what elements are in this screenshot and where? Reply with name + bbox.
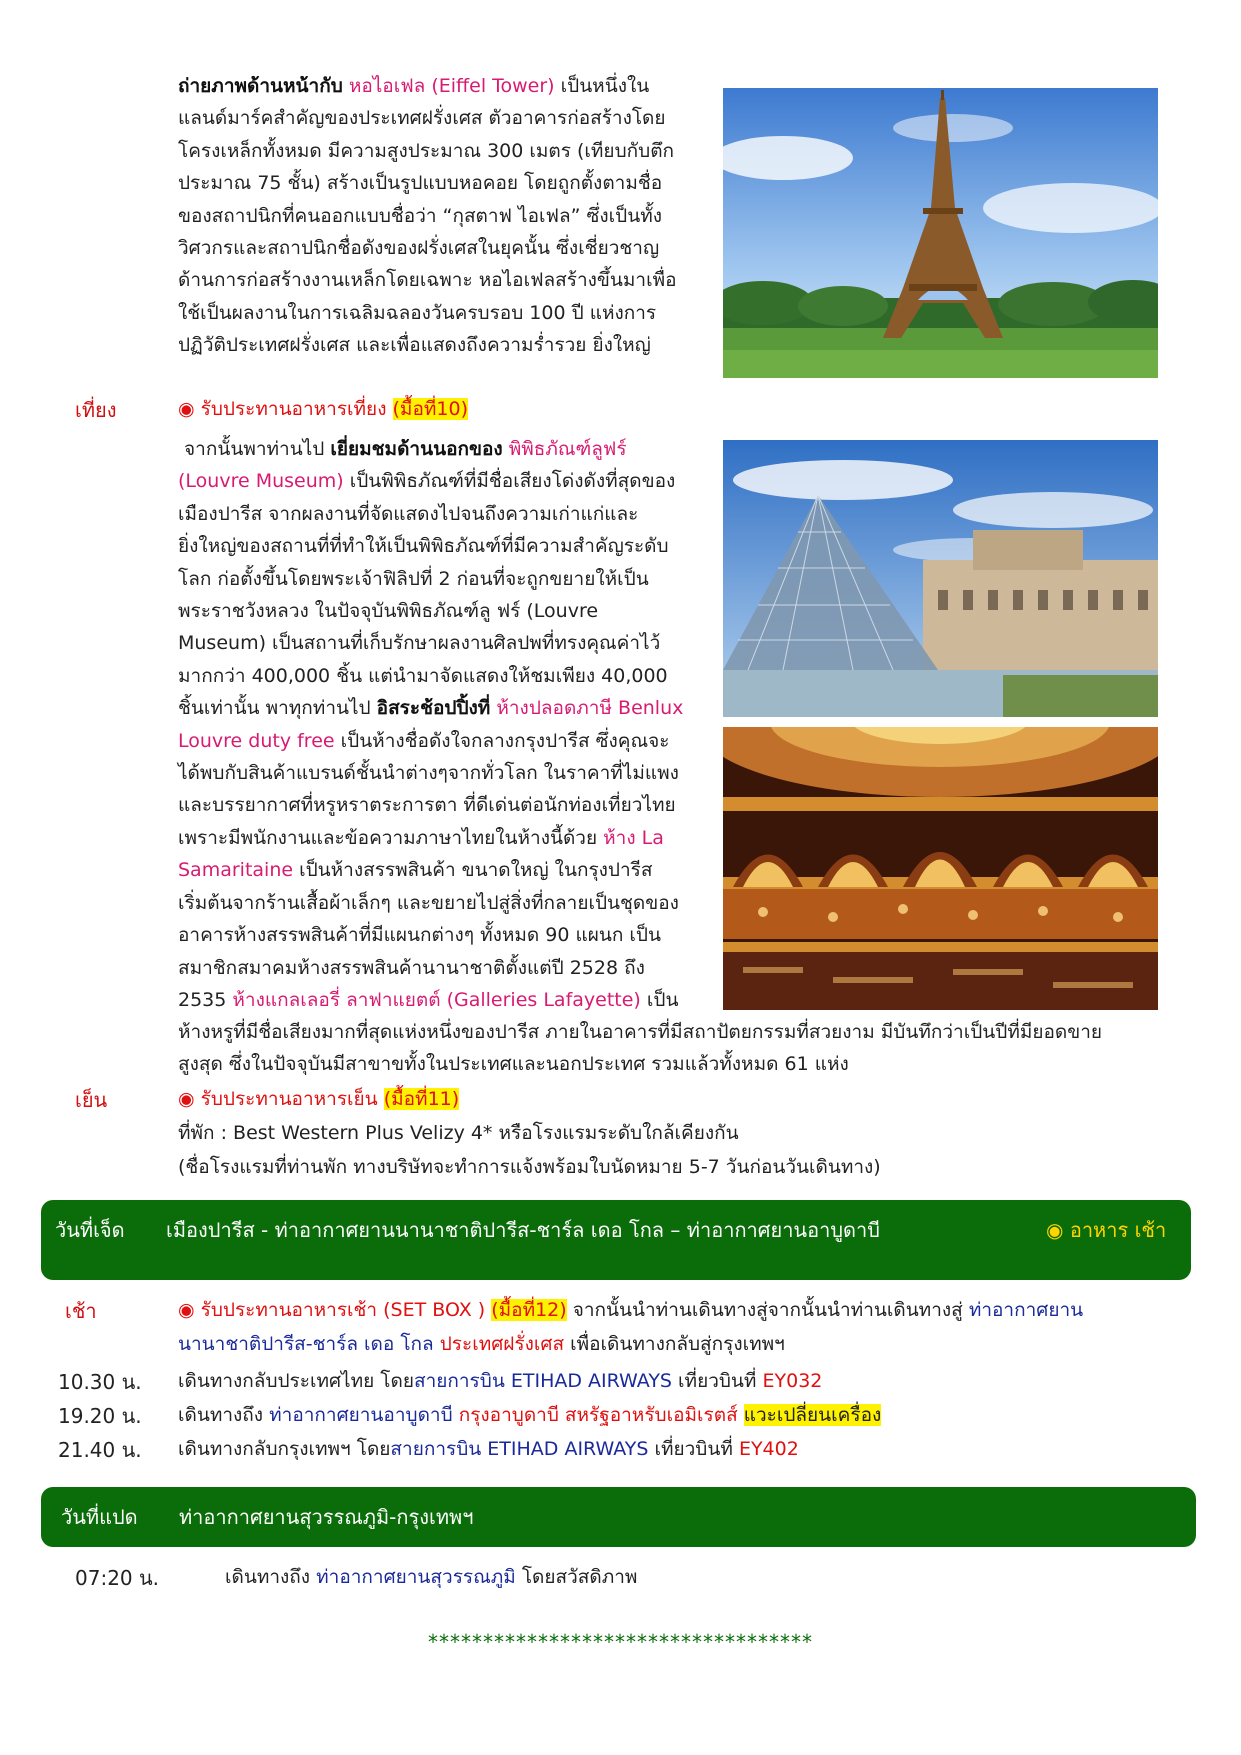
galeries-lafayette-photo — [723, 727, 1158, 1010]
day8-text-a: เดินทางถึง — [225, 1566, 311, 1588]
breakfast-rest: จากนั้นนำท่านเดินทางสู่จากนั้นนำท่านเดินทางสู่ — [572, 1299, 963, 1321]
eiffel-line: โครงเหล็กทั้งหมด มีความสูงประมาณ 300 เมตร (เทียบกับตึก — [178, 139, 675, 162]
breakfast-line — [178, 1295, 1083, 1325]
breakfast-meal-number: (มื้อที่12) — [491, 1299, 567, 1321]
eiffel-l1-rest: เป็นหนึ่งใน — [560, 75, 650, 97]
arrive-line — [178, 1400, 881, 1430]
lafayette-wide-text — [178, 1016, 1178, 1081]
samaritaine-name-b: Samaritaine — [178, 859, 294, 882]
louvre-line: Museum) เป็นสถานที่เก็บรักษาผลงานศิลปพที่ทรงคุณค่าไว้ — [178, 632, 661, 655]
louvre-l1-bold: เยี่ยมชมด้านนอกของ — [330, 438, 503, 460]
eiffel-line: ปฏิวัติประเทศฝรั่งเศส และเพื่อแสดงถึงความร่ำรวย ยิ่งใหญ่ — [178, 334, 651, 357]
eiffel-line: ประมาณ 75 ชั้น) สร้างเป็นรูปแบบหอคอย โดยถูกตั้งตามชื่อ — [178, 172, 663, 195]
eiffel-line: ใช้เป็นผลงานในการเฉลิมฉลองวันครบรอบ 100 ปี แห่งการ — [178, 301, 657, 324]
samaritaine-desc: เป็นห้างสรรพสินค้า ขนาดใหญ่ ในกรุงปารีส — [299, 859, 653, 882]
louvre-pyramid-photo — [723, 440, 1158, 717]
louvre-l2-rest: เป็นพิพิธภัณฑ์ที่มีชื่อเสียงโด่งดังที่สุดของ — [349, 470, 676, 493]
benlux-desc: เป็นห้างชื่อดังใจกลางกรุงปารีส ซึ่งคุณจะ — [340, 729, 670, 752]
day8-label: วันที่แปด — [61, 1505, 138, 1529]
louvre-l1-a: จากนั้นพาท่านไป — [184, 438, 325, 460]
eiffel-name: หอไอเฟล (Eiffel Tower) — [348, 75, 555, 97]
flight-line — [178, 1434, 799, 1464]
eiffel-line: วิศวกรและสถาปนิกชื่อดังของฝรั่งเศสในยุคนั้น ซึ่งเชี่ยวชาญ — [178, 237, 660, 260]
day8-text-b: โดยสวัสดิภาพ — [521, 1566, 638, 1588]
day7-header — [41, 1200, 1191, 1280]
lunch-meal-number: (มื้อที่10) — [392, 398, 468, 420]
benlux-name: ห้างปลอดภาษี Benlux — [496, 697, 684, 720]
morning-label: เช้า — [65, 1299, 97, 1323]
airline-name: สายการบิน ETIHAD AIRWAYS — [390, 1438, 649, 1460]
louvre-name-en: (Louvre Museum) — [178, 470, 344, 493]
country-name: ประเทศฝรั่งเศส — [439, 1333, 565, 1355]
dish-icon: ◉ — [178, 1088, 195, 1110]
day8-header — [41, 1487, 1196, 1547]
lafayette-line: สูงสุด ซึ่งในปัจจุบันมีสาขาขทั้งในประเทศและนอกประเทศ รวมแล้วทั้งหมด 61 แห่ง — [178, 1053, 849, 1076]
breakfast-text: รับประทานอาหารเช้า (SET BOX ) — [200, 1299, 486, 1321]
lafayette-line: ห้างหรูที่มีชื่อเสียงมากที่สุดแห่งหนึ่งของปารีส ภายในอาคารที่มีสถาปัตยกรรมที่สวยงาม มีบันทึกว่าเป็นปีที่มียอดขาย — [178, 1021, 1103, 1043]
benlux-name-2: Louvre duty free — [178, 729, 335, 752]
eiffel-bold-lead: ถ่ายภาพด้านหน้ากับ — [178, 75, 343, 97]
flight-label: เที่ยวบินที่ — [654, 1438, 733, 1460]
airport-name-b: นานาชาติปารีส-ชาร์ล เดอ โกล — [178, 1333, 434, 1355]
dish-icon: ◉ — [178, 398, 195, 420]
flight-time: 21.40 น. — [58, 1438, 142, 1462]
day7-route: เมืองปารีส - ท่าอากาศยานนานาชาติปารีส-ชาร์ล เดอ โกล – ท่าอากาศยานอาบูดาบี — [166, 1218, 880, 1242]
hotel-note: (ชื่อโรงแรมที่ท่านพัก ทางบริษัทจะทำการแจ้งพร้อมใบนัดหมาย 5-7 วันก่อนวันเดินทาง) — [178, 1156, 881, 1178]
samaritaine-name-a: ห้าง La — [603, 826, 664, 849]
eiffel-line: ของสถาปนิกที่คนออกแบบชื่อว่า “กุสตาฟ ไอเฟล” ซึ่งเป็นทั้ง — [178, 204, 662, 227]
day7-label: วันที่เจ็ด — [55, 1218, 125, 1242]
eiffel-tower-photo — [723, 88, 1158, 378]
dish-icon: ◉ — [178, 1299, 195, 1321]
dish-icon: ◉ — [1046, 1218, 1064, 1242]
dinner-meal-number: (มื้อที่11) — [383, 1088, 460, 1110]
louvre-line: เมืองปารีส จากผลงานที่จัดแสดงไปจนถึงความเก่าแก่และ — [178, 502, 639, 525]
airline-name: สายการบิน ETIHAD AIRWAYS — [413, 1370, 672, 1392]
shopping-l13-a: เพราะมีพนักงานและข้อความภาษาไทยในห้างนี้ด้วย — [178, 826, 598, 849]
flight-label: เที่ยวบินที่ — [678, 1370, 757, 1392]
samaritaine-line: อาคารห้างสรรพสินค้าที่มีแผนกต่างๆ ทั้งหมด 90 แผนก เป็น — [178, 924, 661, 947]
shopping-line: และบรรยากาศที่หรูหราตระการตา ที่ดีเด่นต่อนักท่องเที่ยวไทย — [178, 794, 676, 817]
lunch-label: เที่ยง — [75, 398, 117, 422]
shopping-bold: อิสระช้อปปิ้งที่ — [376, 697, 491, 720]
day7-meals — [1046, 1214, 1166, 1246]
lafayette-name: ห้างแกลเลอรี่ ลาฟาแยตต์ (Galleries Lafayette) — [232, 988, 641, 1011]
flight-number: EY032 — [762, 1370, 823, 1392]
eiffel-line: แลนด์มาร์คสำคัญของประเทศฝรั่งเศส ตัวอาคารก่อสร้างโดย — [178, 107, 666, 130]
louvre-line: ยิ่งใหญ่ของสถานที่ที่ทำให้เป็นพิพิธภัณฑ์ที่มีความสำคัญระดับ — [178, 535, 669, 558]
hotel-line: ที่พัก : Best Western Plus Velizy 4* หรือโรงแรมระดับใกล้เคียงกัน — [178, 1122, 739, 1144]
dinner-label: เย็น — [75, 1088, 108, 1112]
year-text: 2535 — [178, 988, 227, 1011]
day8-arrival-line — [225, 1562, 637, 1592]
day8-airport: ท่าอากาศยานสุวรรณภูมิ — [316, 1566, 516, 1588]
arrive-text: เดินทางถึง — [178, 1404, 264, 1426]
eiffel-line: ด้านการก่อสร้างงานเหล็กโดยเฉพาะ หอไอเฟลสร้างขึ้นมาเพื่อ — [178, 269, 677, 292]
eiffel-paragraph — [178, 70, 713, 362]
louvre-paragraph — [178, 433, 713, 1016]
day8-time: 07:20 น. — [75, 1566, 160, 1590]
flight-time: 10.30 น. — [58, 1370, 142, 1394]
louvre-name-thai: พิพิธภัณฑ์ลูฟร์ — [508, 438, 627, 460]
day8-route: ท่าอากาศยานสุวรรณภูมิ-กรุงเทพฯ — [179, 1505, 474, 1529]
louvre-line: พระราชวังหลวง ในปัจจุบันพิพิธภัณฑ์ลู ฟร์ (Louvre — [178, 600, 599, 623]
transfer-note: แวะเปลี่ยนเครื่อง — [743, 1404, 882, 1426]
dinner-text: รับประทานอาหารเย็น — [200, 1088, 378, 1110]
shopping-l9-a: ชิ้นเท่านั้น พาทุกท่านไป — [178, 697, 371, 720]
arrive-city: กรุงอาบูดาบี สหรัฐอาหรับเอมิเรตส์ — [458, 1404, 738, 1426]
dinner-line — [178, 1084, 459, 1114]
flight-text: เดินทางกลับประเทศไทย โดย — [178, 1370, 414, 1392]
lunch-text: รับประทานอาหารเที่ยง — [200, 398, 387, 420]
flight-text: เดินทางกลับกรุงเทพฯ โดย — [178, 1438, 391, 1460]
lafayette-rest: เป็น — [646, 988, 679, 1011]
return-text: เพื่อเดินทางกลับสู่กรุงเทพฯ — [570, 1333, 785, 1355]
samaritaine-line: เริ่มต้นจากร้านเสื้อผ้าเล็กๆ และขยายไปสู่สิ่งที่กลายเป็นชุดของ — [178, 891, 679, 914]
flight-line — [178, 1366, 822, 1396]
shopping-line: ได้พบกับสินค้าแบรนด์ชั้นนำต่างๆจากทั่วโลก ในราคาที่ไม่แพง — [178, 762, 679, 785]
lunch-line — [178, 394, 468, 424]
arrive-airport: ท่าอากาศยานอาบูดาบี — [269, 1404, 453, 1426]
footer-divider-stars: *********************************** — [428, 1630, 813, 1654]
samaritaine-line: สมาชิกสมาคมห้างสรรพสินค้านานาชาติตั้งแต่ปี 2528 ถึง — [178, 956, 645, 979]
arrive-time: 19.20 น. — [58, 1404, 142, 1428]
airport-line — [178, 1329, 785, 1359]
day7-meals-text: อาหาร เช้า — [1069, 1218, 1167, 1242]
airport-name-a: ท่าอากาศยาน — [968, 1299, 1084, 1321]
louvre-line: โลก ก่อตั้งขึ้นโดยพระเจ้าฟิลิปที่ 2 ก่อนที่จะถูกขยายให้เป็น — [178, 567, 649, 590]
louvre-line: มากกว่า 400,000 ชิ้น แต่นำมาจัดแสดงให้ชมเพียง 40,000 — [178, 664, 668, 687]
flight-number: EY402 — [738, 1438, 799, 1460]
